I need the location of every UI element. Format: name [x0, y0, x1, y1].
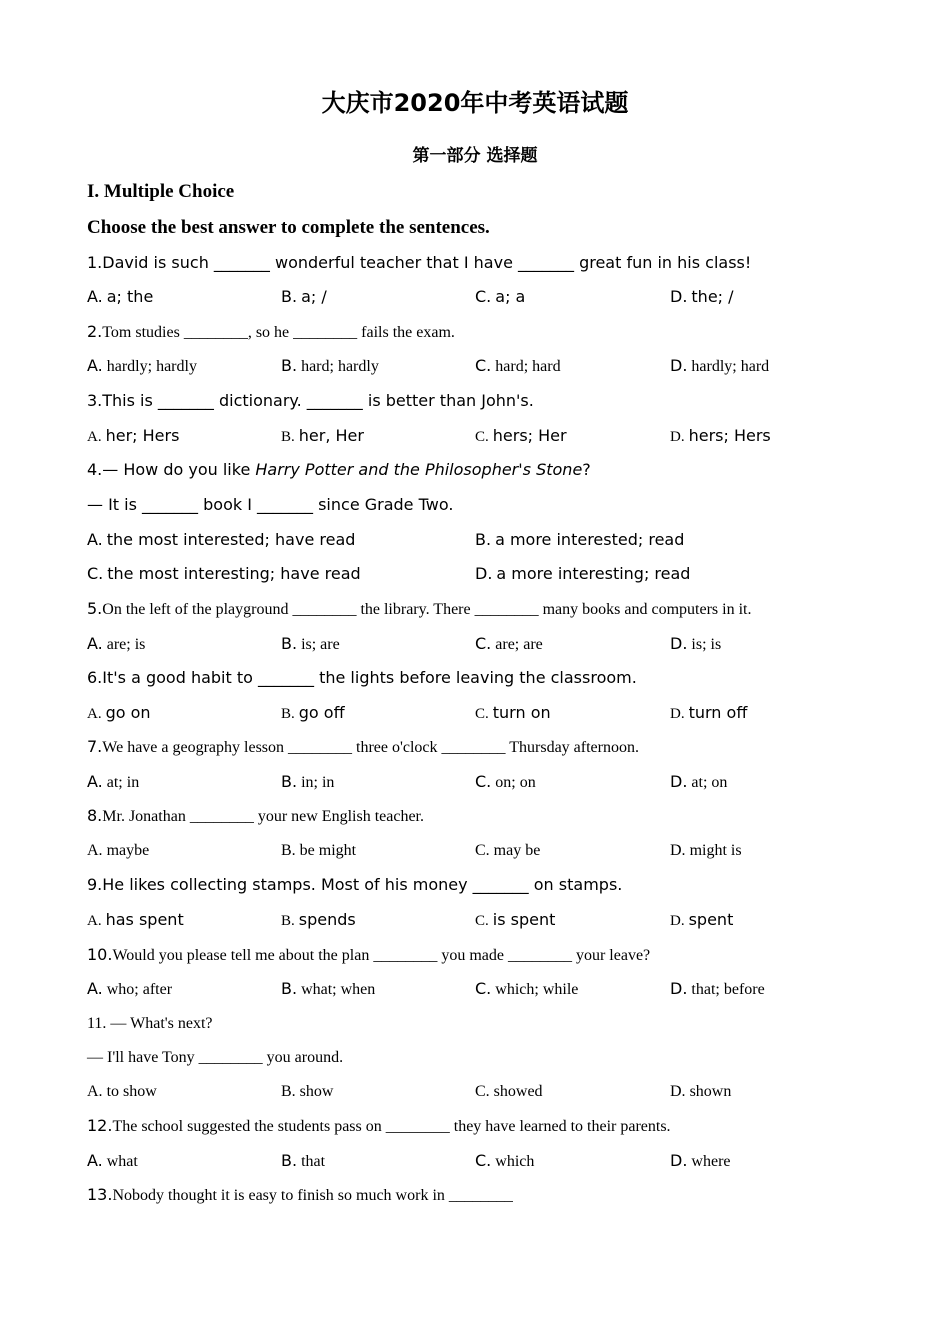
question-4-options-row-2 [0, 562, 950, 586]
instruction-text: Choose the best answer to complete the sentences. [87, 217, 490, 238]
question-1-stem: 1.David is such _______ wonderful teacher that I have _______ great fun in his class! [87, 253, 752, 272]
section-heading: I. Multiple Choice [87, 181, 235, 202]
question-3-stem: 3.This is _______ dictionary. _______ is better than John's. [87, 391, 534, 410]
question-9-options [0, 908, 950, 932]
question-7-stem: 7.We have a geography lesson ________ three o'clock ________ Thursday afternoon. [87, 737, 639, 756]
option-d[interactable]: D. turn off [670, 703, 748, 722]
question-4-stem: 4.— How do you like Harry Potter and the Philosopher's Stone? [87, 460, 591, 479]
option-b[interactable]: B. that [281, 1151, 326, 1170]
option-d[interactable]: D. hers; Hers [670, 426, 771, 445]
question-1-options [0, 285, 950, 309]
option-c[interactable]: C. is spent [475, 910, 556, 929]
option-b[interactable]: B. show [281, 1083, 334, 1100]
option-a[interactable]: A. the most interested; have read [87, 530, 356, 549]
option-c[interactable]: C. a; a [475, 287, 526, 306]
option-d[interactable]: D. is; is [670, 634, 722, 653]
option-c[interactable]: C. on; on [475, 772, 536, 791]
option-b[interactable]: B. spends [281, 910, 356, 929]
option-a[interactable]: A. go on [87, 703, 151, 722]
option-a[interactable]: A. a; the [87, 287, 154, 306]
option-c[interactable]: C. hers; Her [475, 426, 567, 445]
question-6-options [0, 701, 950, 725]
option-c[interactable]: C. turn on [475, 703, 551, 722]
option-b[interactable]: B. be might [281, 842, 357, 859]
part-heading: 第一部分 选择题 [412, 146, 538, 166]
option-a[interactable]: A. hardly; hardly [87, 356, 197, 375]
option-c[interactable]: C. are; are [475, 634, 543, 653]
option-a[interactable]: A. her; Hers [87, 426, 180, 445]
option-a[interactable]: A. are; is [87, 634, 146, 653]
option-c[interactable]: C. which; while [475, 979, 579, 998]
question-11-reply: — I'll have Tony ________ you around. [87, 1049, 344, 1066]
question-4-options-row-1 [0, 528, 950, 552]
option-c[interactable]: C. showed [475, 1083, 543, 1100]
option-d[interactable]: D. might is [670, 842, 742, 859]
option-c[interactable]: C. which [475, 1151, 535, 1170]
option-b[interactable]: B. what; when [281, 979, 376, 998]
question-11-stem: 11. — What's next? [87, 1015, 213, 1032]
option-c[interactable]: C. hard; hard [475, 356, 561, 375]
question-10-stem: 10.Would you please tell me about the plan ________ you made ________ your leave? [87, 945, 651, 964]
book-title: Harry Potter and the Philosopher's Stone [255, 460, 583, 479]
option-b[interactable]: B. hard; hardly [281, 356, 379, 375]
option-d[interactable]: D. where [670, 1151, 731, 1170]
option-d[interactable]: D. the; / [670, 287, 734, 306]
question-2-stem: 2.Tom studies ________, so he ________ fails the exam. [87, 322, 455, 341]
question-12-stem: 12.The school suggested the students pass on ________ they have learned to their parents. [87, 1116, 671, 1135]
option-b[interactable]: B. her, Her [281, 426, 364, 445]
option-b[interactable]: B. a more interested; read [475, 530, 685, 549]
option-d[interactable]: D. at; on [670, 772, 728, 791]
question-5-stem: 5.On the left of the playground ________ the library. There ________ many books and computers in it. [87, 599, 752, 618]
option-a[interactable]: A. to show [87, 1083, 157, 1100]
option-b[interactable]: B. in; in [281, 772, 335, 791]
option-a[interactable]: A. at; in [87, 772, 140, 791]
question-3-options [0, 424, 950, 448]
option-a[interactable]: A. has spent [87, 910, 184, 929]
option-d[interactable]: D. hardly; hard [670, 356, 770, 375]
question-12-options [0, 1149, 950, 1173]
question-5-options [0, 632, 950, 656]
question-11-options [0, 1080, 950, 1104]
option-d[interactable]: D. shown [670, 1083, 732, 1100]
option-b[interactable]: B. is; are [281, 634, 340, 653]
option-a[interactable]: A. what [87, 1151, 138, 1170]
question-13-stem: 13.Nobody thought it is easy to finish so much work in ________ [87, 1185, 513, 1204]
question-7-options [0, 770, 950, 794]
question-4-reply: — It is _______ book I _______ since Grade Two. [87, 495, 454, 514]
option-c[interactable]: C. the most interesting; have read [87, 564, 361, 583]
question-8-stem: 8.Mr. Jonathan ________ your new English teacher. [87, 806, 424, 825]
question-8-options [0, 839, 950, 863]
option-b[interactable]: B. go off [281, 703, 345, 722]
option-d[interactable]: D. a more interesting; read [475, 564, 691, 583]
question-6-stem: 6.It's a good habit to _______ the lights before leaving the classroom. [87, 668, 637, 687]
option-d[interactable]: D. spent [670, 910, 734, 929]
page-title: 大庆市2020年中考英语试题 [321, 89, 629, 117]
question-10-options [0, 977, 950, 1001]
option-a[interactable]: A. who; after [87, 979, 173, 998]
option-d[interactable]: D. that; before [670, 979, 765, 998]
option-c[interactable]: C. may be [475, 842, 541, 859]
option-b[interactable]: B. a; / [281, 287, 327, 306]
question-9-stem: 9.He likes collecting stamps. Most of his money _______ on stamps. [87, 875, 623, 894]
option-a[interactable]: A. maybe [87, 842, 150, 859]
question-2-options [0, 354, 950, 378]
